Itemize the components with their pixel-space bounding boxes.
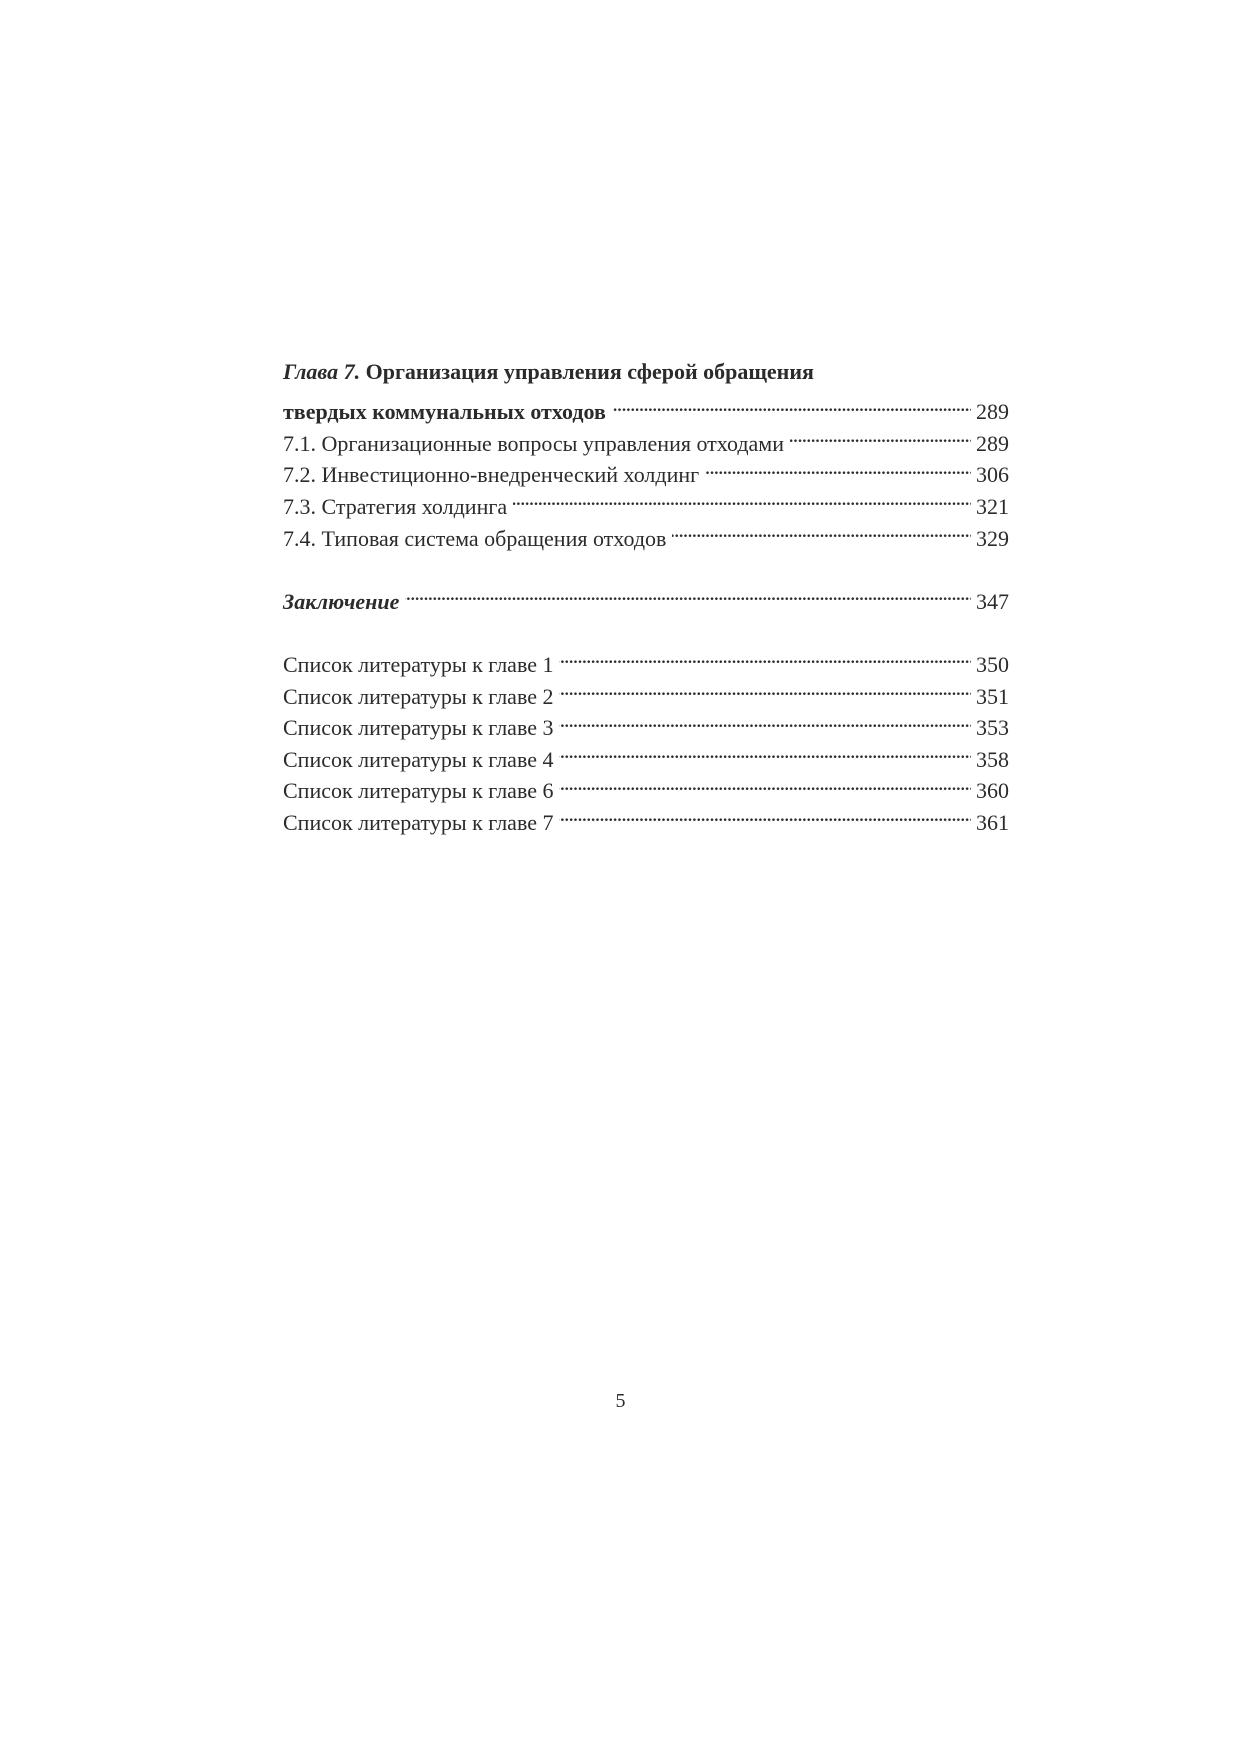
page-ref: 353 bbox=[976, 715, 1009, 741]
dot-leader bbox=[612, 388, 971, 420]
chapter-heading bbox=[283, 356, 1009, 388]
toc-entry-references[interactable] bbox=[283, 640, 1009, 677]
page-ref: 347 bbox=[976, 588, 1009, 614]
page-ref: 306 bbox=[976, 462, 1009, 488]
conclusion-title: Заключение bbox=[283, 588, 400, 614]
references-title: Список литературы к главе 7 bbox=[283, 809, 554, 835]
chapter-title-line1: Организация управления сферой обращения bbox=[365, 359, 814, 384]
page-ref: 289 bbox=[976, 399, 1009, 425]
section-title: 7.1. Организационные вопросы управления отходами bbox=[283, 430, 784, 456]
page-ref: 360 bbox=[976, 778, 1009, 804]
section-title: 7.2. Инвестиционно-внедренческий холдинг bbox=[283, 462, 700, 488]
dot-leader bbox=[559, 672, 971, 704]
dot-leader bbox=[559, 767, 971, 799]
page-ref: 321 bbox=[976, 493, 1009, 519]
chapter-title-line2: твердых коммунальных отходов bbox=[283, 399, 606, 425]
references-title: Список литературы к главе 1 bbox=[283, 651, 554, 677]
page-number: 5 bbox=[615, 1390, 626, 1412]
toc-entry-conclusion[interactable] bbox=[283, 577, 1009, 614]
page-ref: 289 bbox=[976, 430, 1009, 456]
chapter-entry[interactable] bbox=[283, 388, 1009, 425]
chapter-label: Глава 7. bbox=[283, 359, 361, 384]
dot-leader bbox=[513, 482, 971, 514]
references-title: Список литературы к главе 2 bbox=[283, 683, 554, 709]
dot-leader bbox=[559, 798, 971, 830]
references-title: Список литературы к главе 6 bbox=[283, 778, 554, 804]
page-ref: 350 bbox=[976, 651, 1009, 677]
table-of-contents bbox=[283, 356, 1009, 835]
dot-leader bbox=[559, 735, 971, 767]
dot-leader bbox=[705, 451, 971, 483]
section-title: 7.4. Типовая система обращения отходов bbox=[283, 525, 667, 551]
references-title: Список литературы к главе 3 bbox=[283, 715, 554, 741]
page-ref: 361 bbox=[976, 809, 1009, 835]
dot-leader bbox=[790, 419, 971, 451]
dot-leader bbox=[405, 577, 971, 609]
page-ref: 351 bbox=[976, 683, 1009, 709]
page-ref: 329 bbox=[976, 525, 1009, 551]
dot-leader bbox=[559, 640, 971, 672]
dot-leader bbox=[559, 704, 971, 736]
page-ref: 358 bbox=[976, 746, 1009, 772]
references-title: Список литературы к главе 4 bbox=[283, 746, 554, 772]
section-title: 7.3. Стратегия холдинга bbox=[283, 493, 508, 519]
dot-leader bbox=[672, 514, 971, 546]
